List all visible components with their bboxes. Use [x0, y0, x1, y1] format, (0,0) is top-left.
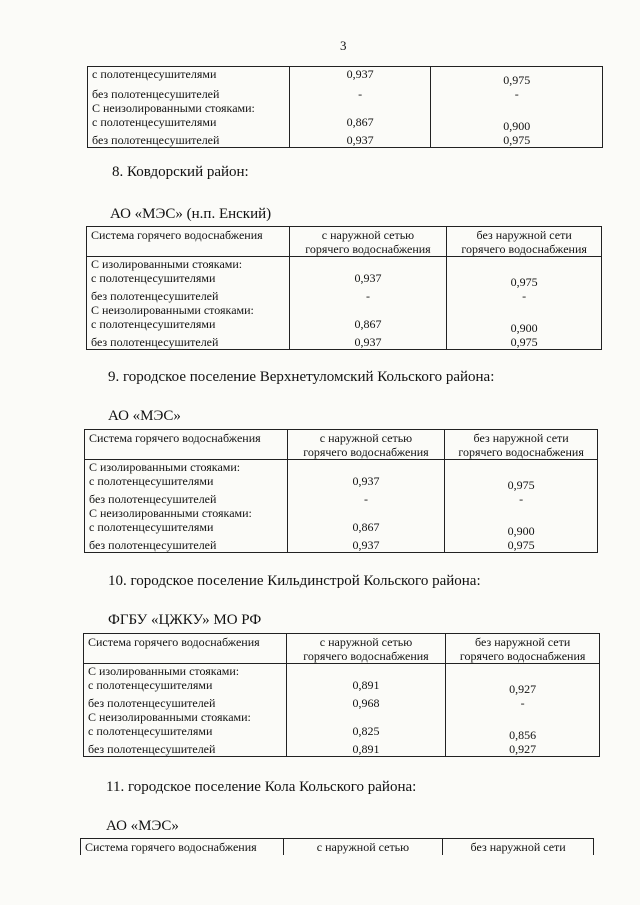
organization-name-9: АО «МЭС» — [108, 408, 181, 424]
value-with-network — [286, 664, 446, 679]
row-label: С неизолированными стояками: — [88, 101, 290, 115]
value-with-network: - — [289, 289, 447, 303]
value-without-network: 0,927 — [446, 742, 600, 757]
value-with-network: 0,867 — [289, 317, 447, 335]
table-row — [88, 133, 603, 148]
table-section-11 — [80, 838, 594, 855]
table-row — [87, 257, 602, 272]
table-row — [84, 678, 600, 696]
table-row — [88, 101, 603, 115]
value-without-network: - — [445, 492, 598, 506]
row-label: без полотенцесушителей — [88, 87, 290, 101]
value-without-network: 0,975 — [445, 474, 598, 492]
row-label: с полотенцесушителями — [88, 67, 290, 88]
table-row — [85, 492, 598, 506]
header-line-2: горячего водоснабжения — [303, 445, 429, 459]
table-row — [84, 742, 600, 757]
section-heading-10: 10. городское поселение Кильдинстрой Кольского района: — [108, 573, 481, 589]
value-with-network: 0,867 — [287, 520, 445, 538]
row-label: без полотенцесушителей — [87, 335, 290, 350]
table-header-row — [87, 227, 602, 257]
value-with-network — [289, 101, 431, 115]
table-row — [85, 460, 598, 475]
table-header-row — [81, 839, 594, 855]
value-with-network: 0,937 — [287, 474, 445, 492]
value-with-network — [289, 257, 447, 272]
value-without-network: 0,900 — [447, 317, 602, 335]
value-without-network: 0,975 — [431, 67, 603, 88]
row-label: С неизолированными стояками: — [84, 710, 287, 724]
value-with-network: 0,937 — [289, 67, 431, 88]
value-with-network: 0,825 — [286, 724, 446, 742]
header-line-1: с наружной сетью — [319, 431, 413, 445]
row-label: с полотенцесушителями — [84, 678, 287, 696]
table-row — [87, 289, 602, 303]
column-header-without-network — [445, 430, 598, 460]
value-with-network: 0,937 — [287, 538, 445, 553]
row-label: без полотенцесушителей — [84, 742, 287, 757]
table-fragment — [87, 66, 603, 148]
row-label: с полотенцесушителями — [85, 474, 288, 492]
table-row — [88, 67, 603, 88]
header-line-2: горячего водоснабжения — [305, 242, 431, 256]
table-row — [84, 710, 600, 724]
table-header-row — [84, 634, 600, 664]
row-label: С изолированными стояками: — [85, 460, 288, 475]
table-row — [84, 696, 600, 710]
table-row — [88, 115, 603, 133]
value-with-network: - — [287, 492, 445, 506]
row-label: С неизолированными стояками: — [85, 506, 288, 520]
page-number: 3 — [340, 38, 347, 53]
table-row — [85, 506, 598, 520]
value-without-network: 0,975 — [445, 538, 598, 553]
row-label: С изолированными стояками: — [87, 257, 290, 272]
header-line-1: без наружной сети — [475, 635, 571, 649]
table-fragment-body — [88, 67, 603, 148]
header-line-1: без наружной сети — [470, 840, 566, 854]
row-label: с полотенцесушителями — [87, 271, 290, 289]
header-line-2: горячего водоснабжения — [459, 649, 586, 663]
value-with-network — [287, 460, 445, 475]
value-without-network: 0,927 — [446, 678, 600, 696]
header-line-1: с наружной сетью — [316, 840, 410, 854]
table-section-9 — [84, 429, 598, 553]
table-header-row — [85, 430, 598, 460]
table-section-10 — [83, 633, 600, 757]
row-label: С неизолированными стояками: — [87, 303, 290, 317]
header-line-2: горячего водоснабжения — [458, 445, 584, 459]
header-line-2: горячего водоснабжения — [303, 649, 429, 663]
row-label: без полотенцесушителей — [85, 538, 288, 553]
value-without-network — [447, 257, 602, 272]
value-without-network: 0,975 — [431, 133, 603, 148]
value-without-network — [446, 710, 600, 724]
table-row — [88, 87, 603, 101]
row-label: с полотенцесушителями — [87, 317, 290, 335]
section-heading-11: 11. городское поселение Кола Кольского района: — [106, 779, 417, 795]
table-row — [87, 271, 602, 289]
header-line-1: с наружной сетью — [321, 228, 415, 242]
table-section-8 — [86, 226, 602, 350]
table-row — [85, 520, 598, 538]
header-line-1: с наружной сетью — [319, 635, 413, 649]
value-without-network: - — [446, 696, 600, 710]
column-header-system: Система горячего водоснабжения — [84, 634, 287, 664]
row-label: без полотенцесушителей — [85, 492, 288, 506]
value-with-network: 0,891 — [286, 742, 446, 757]
value-without-network — [445, 460, 598, 475]
value-without-network — [431, 101, 603, 115]
value-without-network — [445, 506, 598, 520]
value-without-network: - — [447, 289, 602, 303]
header-line-1: без наружной сети — [473, 431, 569, 445]
column-header-system: Система горячего водоснабжения — [81, 839, 284, 855]
column-header-with-network — [283, 839, 443, 855]
value-with-network: 0,968 — [286, 696, 446, 710]
table-row — [84, 664, 600, 679]
value-without-network — [446, 664, 600, 679]
row-label: с полотенцесушителями — [84, 724, 287, 742]
table-row — [87, 303, 602, 317]
value-with-network — [287, 506, 445, 520]
header-line-1: без наружной сети — [476, 228, 572, 242]
table-row — [87, 317, 602, 335]
header-line-2: горячего водоснабжения — [461, 242, 587, 256]
column-header-without-network — [446, 634, 600, 664]
value-without-network: 0,975 — [447, 335, 602, 350]
row-label: С изолированными стояками: — [84, 664, 287, 679]
column-header-system: Система горячего водоснабжения — [85, 430, 288, 460]
row-label: с полотенцесушителями — [88, 115, 290, 133]
table-row — [85, 538, 598, 553]
value-with-network: 0,937 — [289, 335, 447, 350]
row-label: без полотенцесушителей — [88, 133, 290, 148]
value-with-network — [289, 303, 447, 317]
organization-name-10: ФГБУ «ЦЖКУ» МО РФ — [108, 612, 262, 628]
table-row — [85, 474, 598, 492]
column-header-without-network — [443, 839, 594, 855]
value-without-network — [447, 303, 602, 317]
section-heading-9: 9. городское поселение Верхнетуломский Кольского района: — [108, 369, 495, 385]
table-row — [84, 724, 600, 742]
organization-name-8: АО «МЭС» (н.п. Енский) — [110, 206, 272, 222]
value-with-network — [286, 710, 446, 724]
column-header-system: Система горячего водоснабжения — [87, 227, 290, 257]
value-with-network: 0,937 — [289, 133, 431, 148]
value-without-network: 0,856 — [446, 724, 600, 742]
value-without-network: 0,900 — [445, 520, 598, 538]
column-header-with-network — [286, 634, 446, 664]
row-label: с полотенцесушителями — [85, 520, 288, 538]
value-with-network: - — [289, 87, 431, 101]
value-with-network: 0,937 — [289, 271, 447, 289]
column-header-without-network — [447, 227, 602, 257]
value-without-network: - — [431, 87, 603, 101]
value-with-network: 0,891 — [286, 678, 446, 696]
table-row — [87, 335, 602, 350]
value-without-network: 0,975 — [447, 271, 602, 289]
row-label: без полотенцесушителей — [87, 289, 290, 303]
column-header-with-network — [289, 227, 447, 257]
value-with-network: 0,867 — [289, 115, 431, 133]
organization-name-11: АО «МЭС» — [106, 818, 179, 834]
value-without-network: 0,900 — [431, 115, 603, 133]
section-heading-8: 8. Ковдорский район: — [112, 164, 249, 180]
row-label: без полотенцесушителей — [84, 696, 287, 710]
column-header-with-network — [287, 430, 445, 460]
